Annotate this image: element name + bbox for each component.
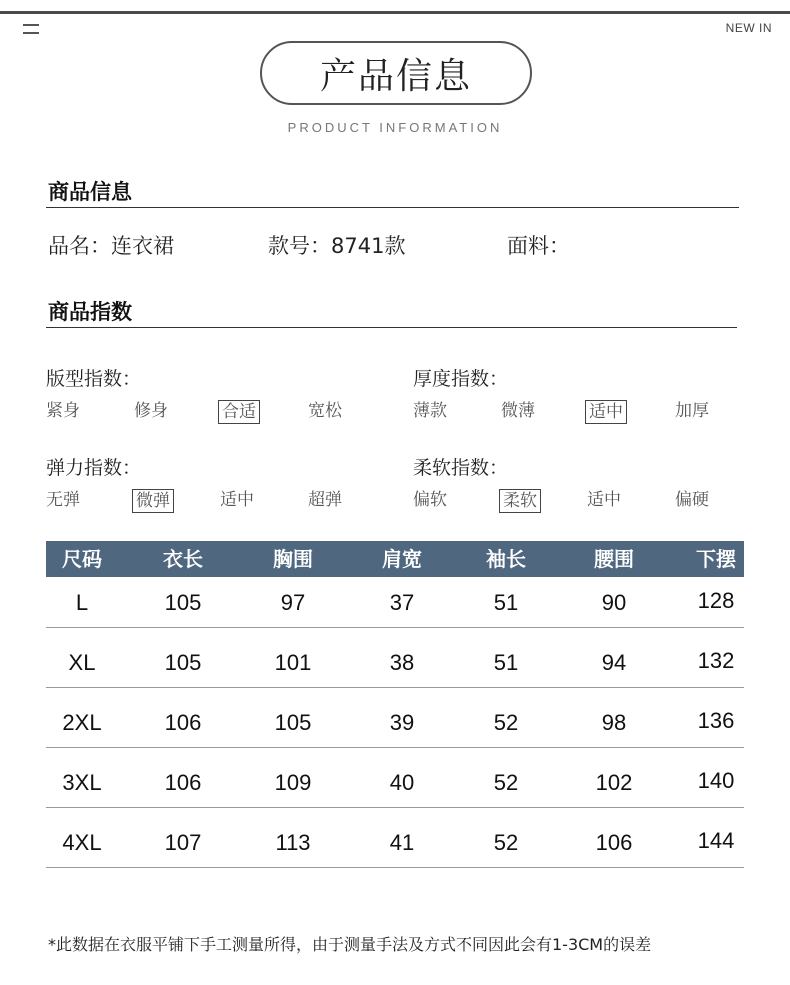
index-option: 偏硬 xyxy=(675,490,709,510)
index-option: 无弹 xyxy=(46,490,80,510)
table-cell: 106 xyxy=(595,830,633,855)
product-name: 品名：连衣裙 xyxy=(48,234,174,258)
table-cell: 105 xyxy=(164,590,202,615)
table-cell: 52 xyxy=(493,770,519,795)
table-cell: 52 xyxy=(493,830,519,855)
table-header-cell: 胸围 xyxy=(273,547,313,571)
index-title: 厚度指数： xyxy=(413,368,509,390)
table-cell: 106 xyxy=(164,710,202,735)
table-cell: 40 xyxy=(389,770,415,795)
index-option: 微薄 xyxy=(501,401,535,421)
index-option: 修身 xyxy=(134,401,168,421)
table-row xyxy=(46,808,744,868)
table-cell: 128 xyxy=(697,588,735,613)
index-title: 弹力指数： xyxy=(46,457,142,479)
table-row xyxy=(46,748,744,808)
page-subtitle: PRODUCT INFORMATION xyxy=(287,120,503,135)
table-cell: 105 xyxy=(274,710,312,735)
table-cell: 144 xyxy=(697,828,735,853)
table-row xyxy=(46,688,744,748)
table-header-cell: 衣长 xyxy=(163,547,203,571)
table-cell: 3XL xyxy=(62,770,102,795)
table-header-cell: 袖长 xyxy=(486,547,526,571)
index-option: 适中 xyxy=(220,490,254,510)
table-header-cell: 肩宽 xyxy=(382,547,422,571)
indices-heading: 商品指数 xyxy=(48,300,132,324)
table-cell: 52 xyxy=(493,710,519,735)
product-info-heading: 商品信息 xyxy=(48,180,132,204)
table-row xyxy=(46,628,744,688)
index-title: 版型指数： xyxy=(46,368,142,390)
index-title: 柔软指数： xyxy=(413,457,509,479)
title-pill xyxy=(260,41,532,105)
index-option-selected: 柔软 xyxy=(499,489,541,513)
index-option-selected: 适中 xyxy=(585,400,627,424)
index-option: 适中 xyxy=(587,490,621,510)
table-cell: 41 xyxy=(389,830,415,855)
table-cell: 51 xyxy=(493,650,519,675)
table-cell: 39 xyxy=(389,710,415,735)
table-cell: XL xyxy=(68,650,96,675)
table-cell: 140 xyxy=(697,768,735,793)
table-cell: 113 xyxy=(275,830,311,855)
table-cell: 102 xyxy=(595,770,633,795)
measurement-footnote: *此数据在衣服平铺下手工测量所得，由于测量手法及方式不同因此会有1-3CM的误差 xyxy=(48,935,652,954)
table-cell: 106 xyxy=(164,770,202,795)
table-header-cell: 尺码 xyxy=(62,547,102,571)
new-in-badge: NEW IN xyxy=(725,21,772,35)
table-cell: 51 xyxy=(493,590,519,615)
index-option: 超弹 xyxy=(308,490,342,510)
product-fabric: 面料： xyxy=(507,234,570,258)
index-option: 薄款 xyxy=(413,401,447,421)
table-cell: 101 xyxy=(274,650,312,675)
table-cell: 4XL xyxy=(62,830,102,855)
table-cell: 38 xyxy=(389,650,415,675)
table-cell: 109 xyxy=(274,770,312,795)
table-cell: 97 xyxy=(280,590,306,615)
table-cell: 132 xyxy=(697,648,735,673)
product-info-rule xyxy=(46,207,739,208)
table-cell: 94 xyxy=(601,650,627,675)
table-header-cell: 腰围 xyxy=(594,547,634,571)
table-cell: 136 xyxy=(697,708,735,733)
index-option-selected: 微弹 xyxy=(132,489,174,513)
table-cell: L xyxy=(75,590,89,615)
row-divider xyxy=(46,867,744,868)
table-cell: 37 xyxy=(389,590,415,615)
table-cell: 2XL xyxy=(62,710,102,735)
table-cell: 105 xyxy=(164,650,202,675)
index-option: 加厚 xyxy=(675,401,709,421)
index-option: 紧身 xyxy=(46,401,80,421)
table-cell: 90 xyxy=(601,590,627,615)
indices-rule xyxy=(46,327,737,328)
table-cell: 98 xyxy=(601,710,627,735)
table-cell: 107 xyxy=(164,830,202,855)
table-header-cell: 下摆 xyxy=(696,547,736,571)
page-title: 产品信息 xyxy=(319,55,472,97)
index-option: 宽松 xyxy=(308,401,342,421)
menu-icon[interactable] xyxy=(23,24,39,36)
table-row xyxy=(46,568,744,628)
top-divider xyxy=(0,11,790,14)
index-option-selected: 合适 xyxy=(218,400,260,424)
product-style-no: 款号：8741款 xyxy=(268,234,406,258)
index-option: 偏软 xyxy=(413,490,447,510)
